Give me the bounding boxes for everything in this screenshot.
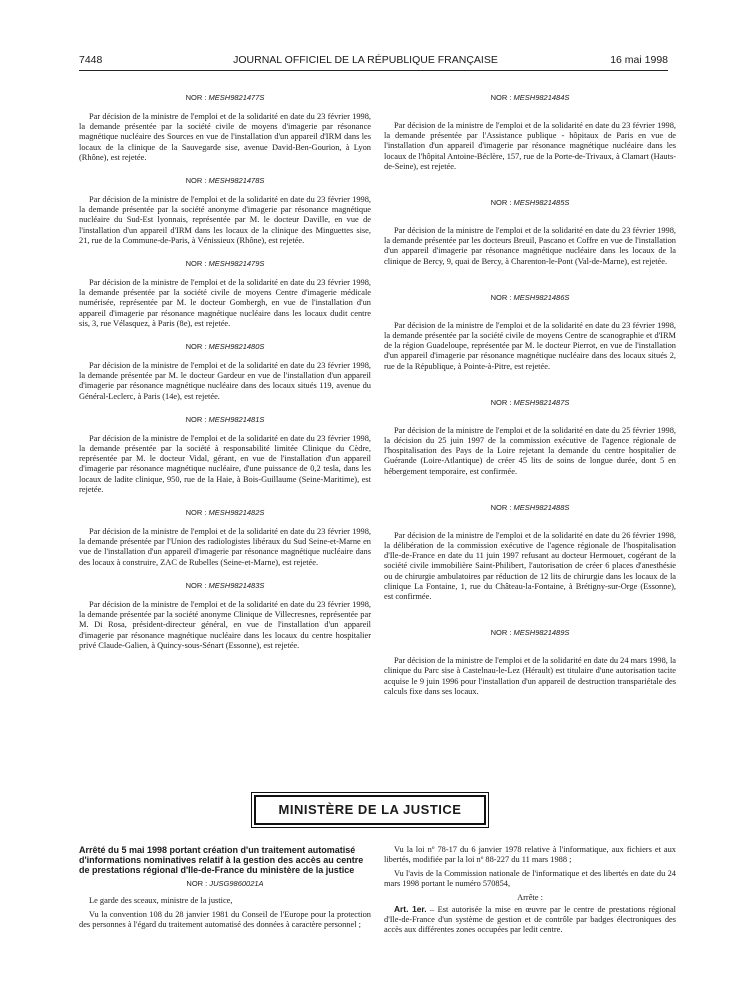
nor-reference	[384, 628, 676, 637]
arrete-paragraph: Le garde des sceaux, ministre de la justice,	[89, 896, 233, 905]
nor-code: MESH9821479S	[208, 259, 265, 269]
nor-prefix: NOR :	[185, 176, 207, 186]
nor-code: MESH9821477S	[208, 93, 265, 102]
ministry-heading: MINISTÈRE DE LA JUSTICE	[254, 795, 486, 825]
decision-paragraph: Par décision de la ministre de l'emploi et de la solidarité en date du 23 février 1998, la demande présentée par la société anonyme Clinique de Villecresnes, représentée par M. Di Rosa, président-directeur général, en vue de l'installation d'un appareil d'imagerie par résonance magnétique nucléaire dans les locaux du centre hospitalier privé Claude-Galien, à Quincy-sous-Sénart (Essonne), est rejetée.	[79, 599, 371, 650]
nor-reference	[384, 293, 676, 302]
nor-prefix: NOR :	[185, 508, 207, 518]
nor-reference	[79, 176, 371, 185]
decision-paragraph: Par décision de la ministre de l'emploi et de la solidarité en date du 23 février 1998, la demande présentée par la société à responsabilité limitée Clinique du Cèdre, représentée par M. le docteur Vidal, gérant, en vue de l'installation d'un appareil d'imagerie par résonance magnétique nucléaire, d'une puissance de 0,2 tesla, dans les locaux de ladite clinique, 950, rue de la Haie, à Bois-Guillaume (Seine-Maritime), est rejetée.	[79, 433, 371, 494]
nor-reference	[384, 398, 676, 407]
nor-code: JUSG9860021A	[209, 879, 264, 888]
article-1	[384, 904, 676, 935]
decision-paragraph: Par décision de la ministre de l'emploi et de la solidarité en date du 24 mars 1998, la clinique du Parc sise à Castelnau-le-Lez (Hérault) est titulaire d'une autorisation tacite acquise le 9 juin 1996 pour l'installation d'un appareil de destruction transpariétale des calculs fixe dans ses locaux.	[384, 656, 676, 696]
nor-code: MESH9821481S	[208, 414, 265, 424]
nor-reference	[79, 508, 371, 517]
header-rule	[79, 70, 668, 71]
nor-prefix: NOR :	[490, 93, 512, 102]
nor-reference	[79, 581, 371, 590]
decision-paragraph: Par décision de la ministre de l'emploi et de la solidarité en date du 23 février 1998, la demande présentée par la société civile de moyens Centre d'imagerie médicale numérisée, représentée par M. le docteur Gombergh, en vue de l'installation d'un appareil d'imagerie par résonance magnétique nucléaire dans les locaux dudit centre sis, 3, rue Vélasquez, à Paris (8e), est rejetée.	[79, 278, 371, 328]
nor-code: MESH9821489S	[513, 628, 570, 638]
nor-reference	[79, 415, 371, 424]
decision-paragraph: Par décision de la ministre de l'emploi et de la solidarité en date du 23 février 1998, la demande présentée par la société civile de moyens Centre de scanographie et d'IRM de la région Guadeloupe, représentée par M. le docteur Pierrot, en vue de l'installation d'un appareil d'imagerie par résonance magnétique nucléaire dans des locaux situés 2, rue de la République, à Pointe-à-Pitre, est rejetée.	[384, 320, 676, 371]
nor-reference	[79, 259, 371, 268]
nor-code: MESH9821480S	[208, 342, 265, 352]
arrete-right-column	[384, 845, 676, 939]
arrete-paragraph: Vu la loi nº 78-17 du 6 janvier 1978 relative à l'informatique, aux fichiers et aux libertés, modifiée par la loi nº 88-227 du 11 mars 1988 ;	[384, 845, 676, 864]
nor-prefix: NOR :	[490, 502, 512, 512]
decision-paragraph: Par décision de la ministre de l'emploi et de la solidarité en date du 23 février 1998, la demande présentée par l'Union des radiologistes libéraux du Sud Seine-et-Marne en vue de l'installation d'un appareil d'imagerie par résonance magnétique nucléaire dans des locaux à construire, ZAC de Rubelles (Seine-et-Marne), est rejetée.	[79, 527, 371, 567]
nor-prefix: NOR :	[490, 198, 512, 208]
nor-reference	[384, 93, 676, 102]
nor-reference	[384, 503, 676, 512]
nor-reference	[79, 93, 371, 102]
arrete-title: Arrêté du 5 mai 1998 portant création d'un traitement automatisé d'informations nominatives relatif à la gestion des accès au centre de prestations régional d'Ile-de-France du ministère de la justice	[79, 845, 364, 875]
decision-paragraph: Par décision de la ministre de l'emploi et de la solidarité en date du 23 février 1998, la demande présentée par la société anonyme d'imagerie par résonance magnétique nucléaire du Sud-Est lyonnais, représentée par M. le docteur Daville, en vue de l'installation d'un appareil d'IRM dans les locaux de la clinique des Minguettes sise, 21, rue de la Commune-de-Paris, à Vénissieux (Rhône), est rejetée.	[79, 195, 371, 245]
nor-code: MESH9821486S	[513, 292, 570, 302]
nor-prefix: NOR :	[185, 580, 207, 590]
page-number: 7448	[79, 54, 103, 66]
nor-code: MESH9821485S	[513, 198, 570, 208]
arrete-label: Arrête :	[517, 893, 543, 902]
article-label: Art. 1er.	[394, 904, 427, 914]
left-column	[79, 93, 371, 664]
nor-prefix: NOR :	[185, 342, 207, 352]
decision-paragraph: Par décision de la ministre de l'emploi et de la solidarité en date du 26 février 1998, la délibération de la commission exécutive de l'agence régionale de l'hospitalisation d'Ile-de-France en date du 11 juin 1997 refusant au docteur Hermouet, cogérant de la société civile immobilière Saint-Philibert, l'autorisation de créer 6 places d'anesthésie ou de chirurgie ambulatoires par réduction de 12 lits de chirurgie dans les locaux de la clinique La Fontaine, 1, rue du Château-la-Fontaine, à Brétigny-sur-Orge (Essonne), est confirmée.	[384, 530, 676, 602]
nor-code: MESH9821478S	[208, 176, 265, 186]
nor-code: MESH9821484S	[513, 93, 570, 102]
nor-reference	[79, 342, 371, 351]
nor-prefix: NOR :	[185, 414, 207, 424]
arrete-left-column	[79, 845, 371, 934]
nor-prefix: NOR :	[490, 628, 512, 638]
article-text: – Est autorisée la mise en œuvre par le centre de prestations régional d'Ile-de-France d'un système de gestion et de contrôle par badges électroniques des accès aux différentes zones occupées par ledit centre.	[384, 905, 676, 934]
decision-paragraph: Par décision de la ministre de l'emploi et de la solidarité en date du 25 février 1998, la décision du 25 juin 1997 de la commission exécutive de l'agence régionale de l'hospitalisation des Pays de la Loire rejetant la demande du centre hospitalier de Guérande (Loire-Atlantique) de créer 45 lits de soins de longue durée, dont 5 en hébergement temporaire, est confirmée.	[384, 425, 676, 476]
nor-reference	[384, 198, 676, 207]
decision-paragraph: Par décision de la ministre de l'emploi et de la solidarité en date du 23 février 1998, la demande présentée par la société civile de moyens d'imagerie par résonance magnétique nucléaire des Sources en vue de l'installation d'un appareil d'IRM dans les locaux de la clinique de la Sauvegarde sise, avenue David-Ben-Gourion, à Lyon (Rhône), est rejetée.	[79, 112, 371, 162]
arrete-nor	[79, 879, 371, 888]
nor-code: MESH9821488S	[513, 502, 570, 512]
nor-prefix: NOR :	[490, 292, 512, 302]
nor-code: MESH9821483S	[208, 580, 265, 590]
issue-date: 16 mai 1998	[610, 54, 668, 66]
journal-title: JOURNAL OFFICIEL DE LA RÉPUBLIQUE FRANÇAISE	[233, 54, 498, 66]
nor-prefix: NOR :	[185, 93, 207, 102]
right-column	[384, 93, 676, 723]
nor-prefix: NOR :	[186, 879, 208, 888]
decision-paragraph: Par décision de la ministre de l'emploi et de la solidarité en date du 23 février 1998, la demande présentée par M. le docteur Gardeur en vue de l'installation d'un appareil d'imagerie par résonance magnétique nucléaire dans des locaux situés 119, avenue du Général-Leclerc, à Paris (14e), est rejetée.	[79, 361, 371, 401]
arrete-paragraph: Vu la convention 108 du 28 janvier 1981 du Conseil de l'Europe pour la protection des personnes à l'égard du traitement automatisé des données à caractère personnel ;	[79, 910, 371, 929]
nor-code: MESH9821482S	[208, 508, 265, 518]
arrete-paragraph: Vu l'avis de la Commission nationale de l'informatique et des libertés en date du 24 mars 1998 portant le numéro 570854,	[384, 869, 676, 888]
nor-code: MESH9821487S	[513, 397, 570, 407]
decision-paragraph: Par décision de la ministre de l'emploi et de la solidarité en date du 23 février 1998, la demande présentée par les docteurs Breuil, Pascano et Coffre en vue de l'installation d'un appareil d'imagerie par résonance magnétique nucléaire dans les locaux de la clinique de Bercy, 9, quai de Bercy, à Charenton-le-Pont (Val-de-Marne), est rejetée.	[384, 226, 676, 266]
nor-prefix: NOR :	[490, 397, 512, 407]
nor-prefix: NOR :	[185, 259, 207, 269]
decision-paragraph: Par décision de la ministre de l'emploi et de la solidarité en date du 23 février 1998, la demande présentée par l'Assistance publique - hôpitaux de Paris en vue de l'installation d'un appareil d'imagerie par résonance magnétique nucléaire dans les locaux de l'hôpital Antoine-Béclère, 157, rue de la Porte-de-Trivaux, à Clamart (Hauts-de-Seine), est rejetée.	[384, 121, 676, 171]
